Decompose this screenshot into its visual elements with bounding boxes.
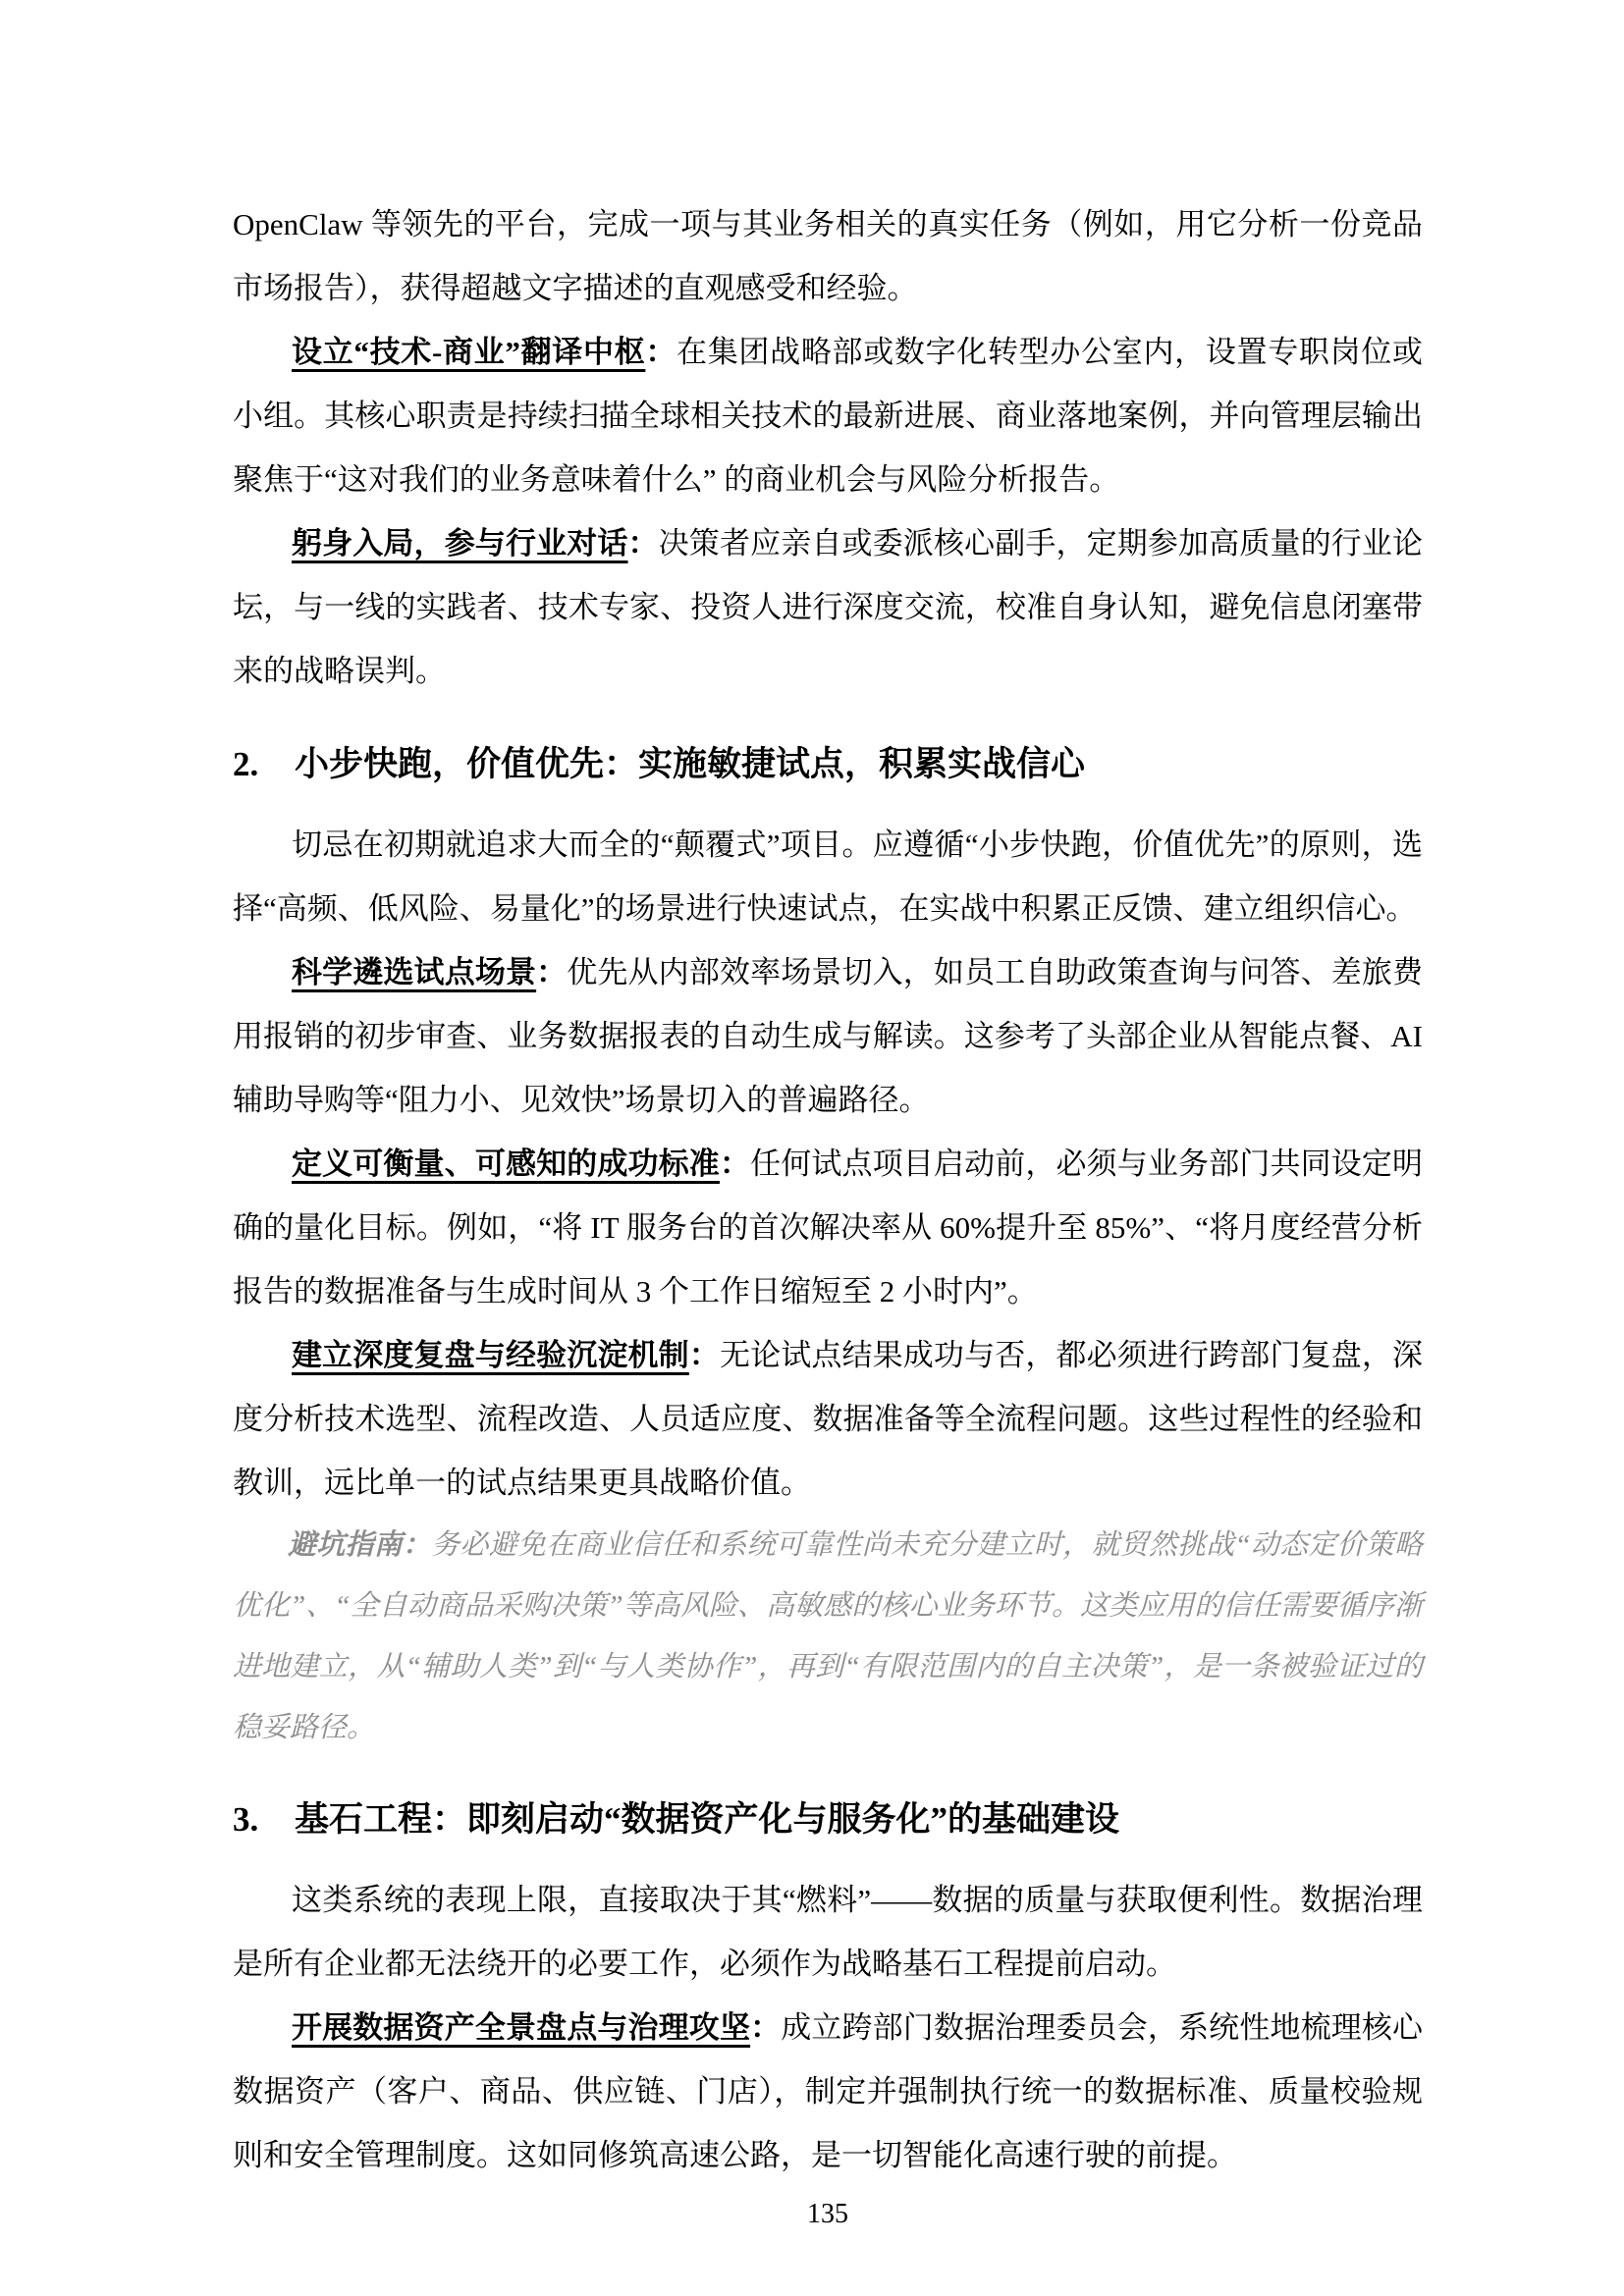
- paragraph-data-foundation-intro: [233, 1868, 1423, 1996]
- paragraph-lead: 定义可衡量、可感知的成功标准: [292, 1147, 720, 1181]
- section-heading-2: [233, 727, 1423, 801]
- paragraph-text: 任何试点项目启动前，必须与业务部门共同设定明确的量化目标。例如，“将 IT 服务台的首次解决率从 60%提升至 85%”、“将月度经营分析报告的数据准备与生成时间从 3 个工作日缩短至 2 小时内”。: [233, 1147, 1424, 1308]
- paragraph-lead: 躬身入局，参与行业对话: [292, 526, 628, 561]
- tip-text: 务必避免在商业信任和系统可靠性尚未充分建立时，就贸然挑战“动态定价策略优化”、“全自动商品采购决策”等高风险、高敏感的核心业务环节。这类应用的信任需要循序渐进地建立，从“辅助人类”到“与人类协作”，再到“有限范围内的自主决策”，是一条被验证过的稳妥路径。: [233, 1529, 1423, 1743]
- heading-title: 小步快跑，价值优先：实施敏捷试点，积累实战信心: [295, 745, 1086, 783]
- heading-number: 2.: [233, 745, 259, 783]
- page-number: 135: [807, 2199, 848, 2229]
- heading-number: 3.: [233, 1800, 259, 1839]
- paragraph-lead-colon: ：: [536, 955, 568, 989]
- tip-lead: 避坑指南：: [288, 1529, 432, 1561]
- paragraph-pilot-intro: [233, 813, 1423, 940]
- paragraph-lead-colon: ：: [719, 1147, 751, 1181]
- paragraph-lead: 建立深度复盘与经验沉淀机制: [292, 1338, 689, 1372]
- paragraph-text: 这类系统的表现上限，直接取决于其“燃料”——数据的质量与获取便利性。数据治理是所有企业都无法绕开的必要工作，必须作为战略基石工程提前启动。: [233, 1883, 1423, 1981]
- paragraph-text: 优先从内部效率场景切入，如员工自助政策查询与问答、差旅费用报销的初步审查、业务数据报表的自动生成与解读。这参考了头部企业从智能点餐、AI 辅助导购等“阻力小、见效快”场景切入的普遍路径。: [233, 955, 1424, 1117]
- paragraph-lead: 开展数据资产全景盘点与治理攻坚: [292, 2010, 751, 2045]
- paragraph-industry-dialogue: [233, 511, 1423, 703]
- paragraph-data-governance: [233, 1996, 1423, 2187]
- paragraph-text: 在集团战略部或数字化转型办公室内，设置专职岗位或小组。其核心职责是持续扫描全球相关技术的最新进展、商业落地案例，并向管理层输出聚焦于“这对我们的业务意味着什么” 的商业机会与风险分析报告。: [233, 335, 1424, 497]
- paragraph-lead-colon: ：: [627, 526, 659, 561]
- paragraph-lead: 设立“技术-商业”翻译中枢: [292, 335, 646, 369]
- paragraph-text: 成立跨部门数据治理委员会，系统性地梳理核心数据资产（客户、商品、供应链、门店），制定并强制执行统一的数据标准、质量校验规则和安全管理制度。这如同修筑高速公路，是一切智能化高速行驶的前提。: [233, 2010, 1424, 2172]
- heading-title: 基石工程：即刻启动“数据资产化与服务化”的基础建设: [295, 1800, 1120, 1839]
- paragraph-text: OpenClaw 等领先的平台，完成一项与其业务相关的真实任务（例如，用它分析一份竞品市场报告），获得超越文字描述的直观感受和经验。: [233, 207, 1423, 305]
- paragraph-lead-colon: ：: [750, 2010, 782, 2045]
- paragraph-continuation: [233, 192, 1423, 320]
- paragraph-review-mechanism: [233, 1323, 1423, 1515]
- paragraph-lead: 科学遴选试点场景: [292, 955, 537, 989]
- paragraph-translation-hub: [233, 320, 1423, 511]
- paragraph-pilot-scenarios: [233, 940, 1423, 1132]
- tip-block-pitfall-guide: [233, 1515, 1423, 1758]
- paragraph-lead-colon: ：: [688, 1338, 720, 1372]
- paragraph-text: 切忌在初期就追求大而全的“颠覆式”项目。应遵循“小步快跑，价值优先”的原则，选择“高频、低风险、易量化”的场景进行快速试点，在实战中积累正反馈、建立组织信心。: [233, 828, 1423, 926]
- paragraph-text: 无论试点结果成功与否，都必须进行跨部门复盘，深度分析技术选型、流程改造、人员适应度、数据准备等全流程问题。这些过程性的经验和教训，远比单一的试点结果更具战略价值。: [233, 1338, 1424, 1500]
- paragraph-lead-colon: ：: [645, 335, 677, 369]
- section-heading-3: [233, 1783, 1423, 1856]
- paragraph-text: 决策者应亲自或委派核心副手，定期参加高质量的行业论坛，与一线的实践者、技术专家、投资人进行深度交流，校准自身认知，避免信息闭塞带来的战略误判。: [233, 526, 1424, 688]
- paragraph-success-criteria: [233, 1132, 1423, 1323]
